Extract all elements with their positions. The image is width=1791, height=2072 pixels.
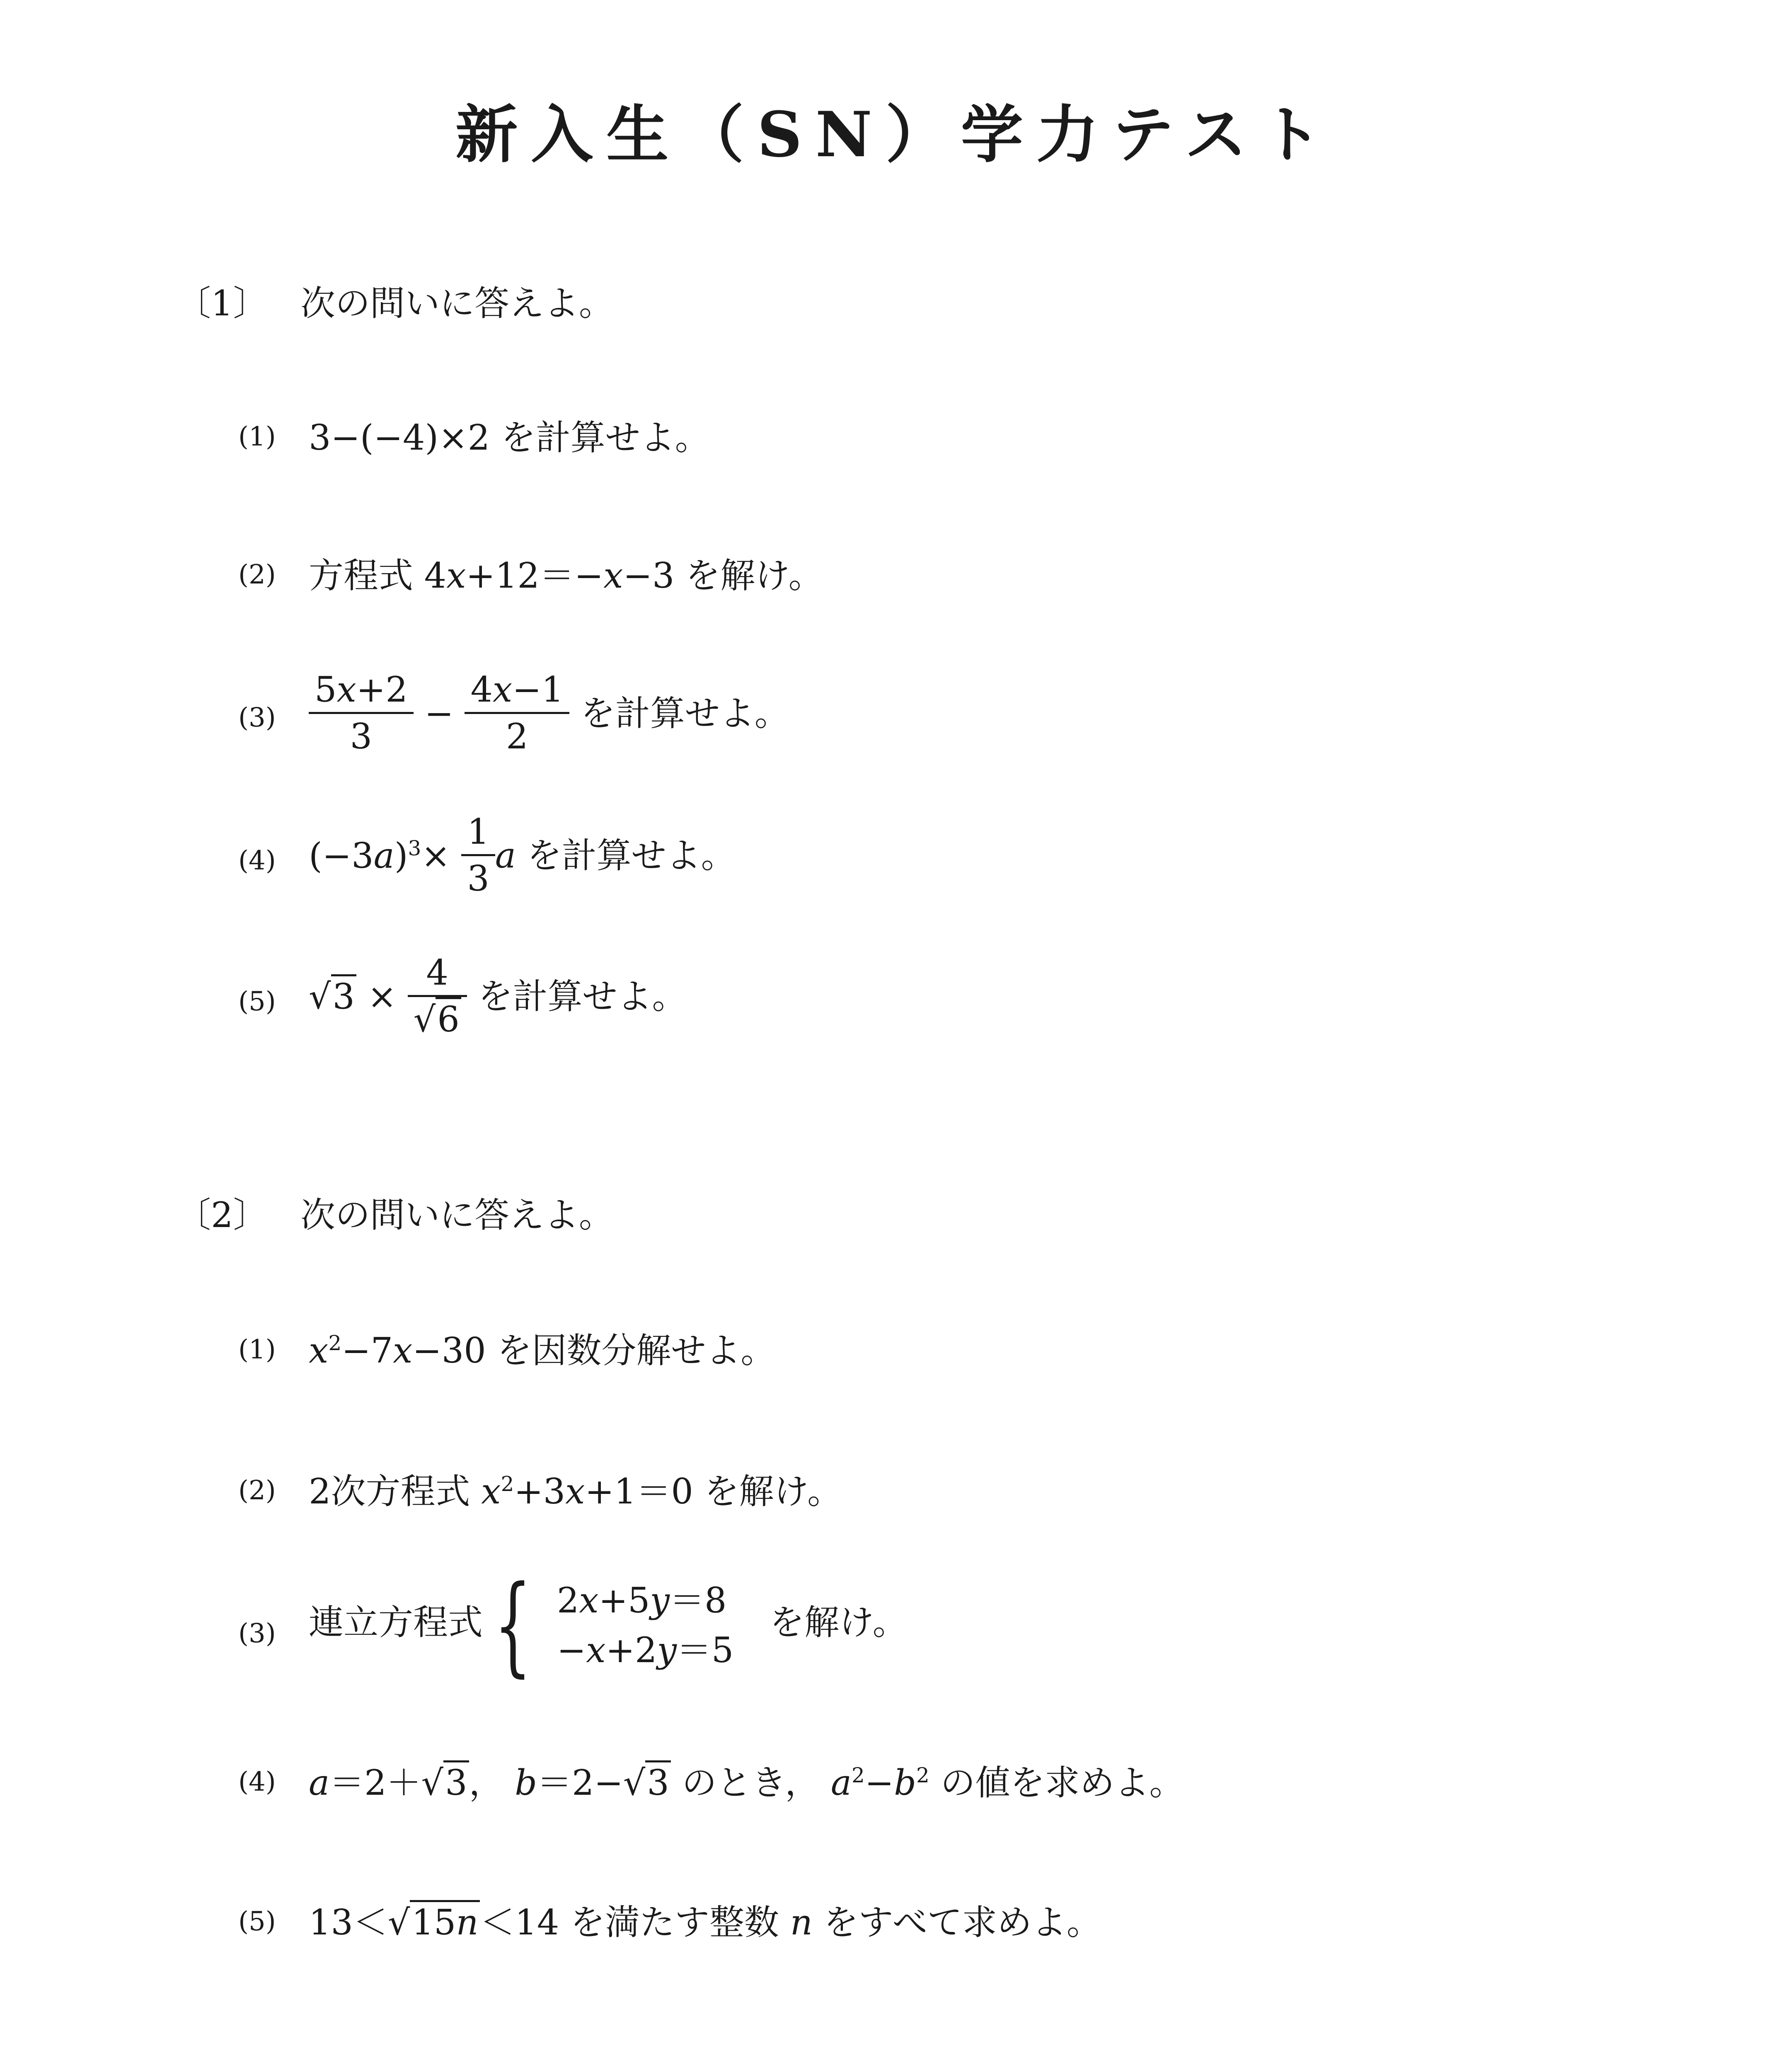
fraction: $\frac{4}{√6}$ — [408, 955, 467, 1037]
prefix-text: 方程式 — [309, 555, 414, 596]
instruction: を解け。 — [704, 1471, 842, 1512]
question-number: (5) — [238, 1906, 276, 1937]
question-number: (1) — [238, 421, 276, 452]
question-number: (1) — [238, 1334, 276, 1365]
expression: 3−(−4)×2 — [309, 417, 490, 458]
fraction-2: $\frac{4x-1}{2}$ — [465, 672, 569, 754]
instruction: をすべて求めよ。 — [823, 1902, 1101, 1943]
a-definition: a＝2＋√3 — [309, 1760, 469, 1803]
instruction: を計算せよ。 — [580, 693, 789, 734]
b-definition: b＝2−√3 — [515, 1760, 671, 1803]
inequality: 13＜√15n＜14 — [309, 1900, 559, 1943]
times-sign: × — [367, 976, 397, 1017]
question-number: (3) — [238, 702, 276, 733]
expression: 4x+12＝−x−3 — [424, 555, 675, 596]
prefix-text: 2次方程式 — [309, 1471, 470, 1512]
instruction: を計算せよ。 — [527, 835, 736, 876]
instruction: を因数分解せよ。 — [497, 1330, 776, 1371]
minus-sign: − — [424, 693, 454, 734]
page-title: 新入生（SN）学力テスト — [455, 98, 1336, 171]
condition-text: のとき， — [682, 1762, 820, 1803]
equation-system — [494, 1563, 734, 1688]
equation-1: 2x+5y＝8 — [557, 1580, 727, 1621]
prefix-text: 連立方程式 — [309, 1602, 483, 1643]
expression: $x^2+3x+1=0$ — [481, 1471, 693, 1512]
section-number: 〔1〕 — [176, 283, 268, 324]
question-number: (4) — [238, 845, 276, 876]
instruction: を計算せよ。 — [501, 417, 710, 458]
expression: $a^2-b^2$ — [830, 1762, 929, 1803]
instruction: を解け。 — [770, 1602, 908, 1643]
instruction: を計算せよ。 — [478, 976, 687, 1017]
expression: $x^2-7x-30$ — [309, 1330, 486, 1371]
fraction-1: $\frac{5x+2}{3}$ — [309, 672, 414, 754]
section-number: 〔2〕 — [176, 1195, 268, 1235]
question-number: (2) — [238, 1475, 276, 1506]
question-number: (3) — [238, 1618, 276, 1649]
question-number: (4) — [238, 1767, 276, 1797]
question-number: (2) — [238, 559, 276, 590]
brace-icon: { — [494, 1563, 532, 1688]
sqrt: √3 — [309, 974, 356, 1017]
question-number: (5) — [238, 986, 276, 1017]
section-heading: 次の問いに答えよ。 — [300, 1195, 614, 1235]
instruction: を解け。 — [685, 555, 823, 596]
fraction: $\frac{1}{3}$ — [461, 814, 495, 896]
section-heading: 次の問いに答えよ。 — [300, 283, 614, 324]
equation-2: −x+2y＝5 — [557, 1630, 734, 1670]
instruction: の値を求めよ。 — [940, 1762, 1184, 1803]
condition-text: を満たす整数 — [570, 1902, 779, 1943]
expression: $(-3a)^3\times$ — [309, 835, 450, 876]
